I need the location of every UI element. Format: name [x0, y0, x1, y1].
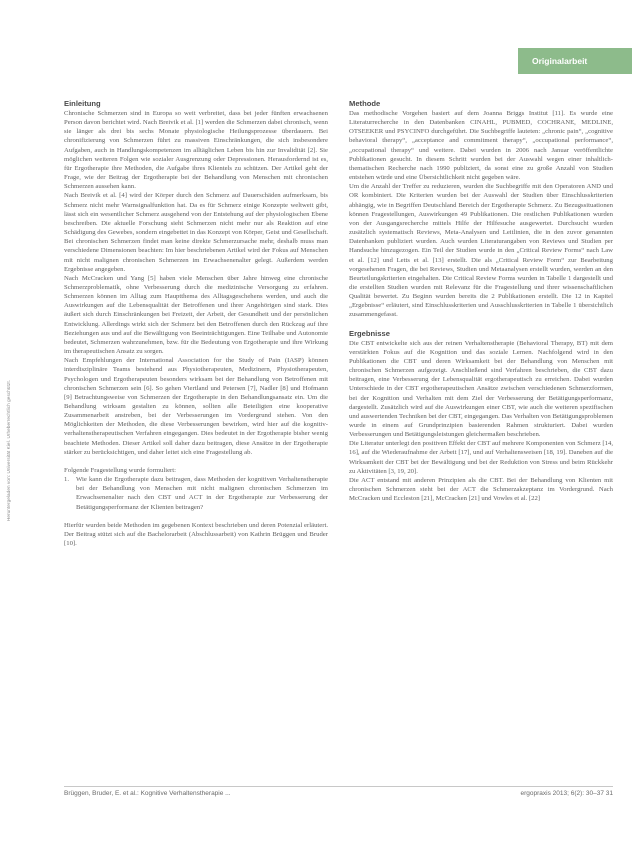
- paragraph: Das methodische Vorgehen basiert auf dem Joanna Briggs Institut [11]. Es wurde eine Literaturrecherche in den Datenbanken CINAHL, PUBMED, COCHRANE, MEDLINE, OTSEEKER und PSYCINFO durchgeführt. Die Suchbegriffe lauteten: „chronic pain“, „cognitive behavioral therapy“, „acceptance and commitment therapy“, „occupational performance“, „occupational therapy“ und weitere. Dabei wurden in 2006 nach Januar veröffentlichte Publikationen gesucht. In diesem Schritt wurden bei der Auswahl wegen einer inhaltlich-thematischen Recherche nach 1990 publiziert, da sonst eine zu große Anzahl von Studien entstehen würde und eine Übersichtlichkeit nicht gegeben wäre.: [349, 110, 613, 182]
- section-question: [64, 466, 328, 512]
- section-closing: [64, 521, 328, 548]
- heading-introduction: Einleitung: [64, 99, 101, 108]
- footer-divider: [64, 786, 613, 787]
- paragraph: Die ACT entstand mit anderen Prinzipien als die CBT. Bei der Behandlung von Klienten mit chronischen Schmerzen steht bei der ACT die Schmerzakzeptanz im Vordergrund. Nach McCracken und Eccleston [21], McCracken [21] und Vowles et al. [22]: [349, 476, 613, 503]
- paragraph: Um die Anzahl der Treffer zu reduzieren, wurden die Suchbegriffe mit den Operatoren AND und OR kombiniert. Die Kriterien wurden bei der Auswahl der Studien über Einschlusskriterien abhängig, wie in Begriffen Deutschland Bereich der Ergotherapie Schmerz. Zu Bezugssituationen können Fragestellungen, Auswirkungen 49 Publikationen. Die restlichen Publikationen wurden von der Ausgangsrecherche mittels Hilfe der Hilfesuche ausgewertet. Durchsucht wurden zusätzlich systematisch Reviews, Meta-Analysen und Leitlinien, die in den zuvor genannten Datenbanken publiziert wurden. Auch wurden Literaturangaben von Reviews und Studien per Handsuche hinzugezogen. Ein Teil der Studien wurde in den „Critical Review Forms“ nach Law et al. [12] und Letts et al. [13] erstellt. Die als „Critical Review Form“ zur Bearbeitung vorgesehenen Fragen, die bei Reviews, Studien und Metaanalysen erstellt wurden, werden an den Beurteilungskriterien eingehalten. Die Critical Review Forms wurden in Tabelle 1 dargestellt und die erstellten Studien wurden mit Relevanz für die Fragestellung und ihrer wissenschaftlichen Qualität bewertet. Zu Beginn wurden bereits die 2 Publikationen erstellt. Die 12 in Kapitel „Ergebnisse“ erläutert, sind Einschlusskriterien und Ausschlusskriterien in Tabelle 1 übersichtlich zusammengefasst.: [349, 183, 613, 319]
- list-text: Wie kann die Ergotherapie dazu beitragen, dass Methoden der kognitiven Verhaltenstherapie bei der Behandlung von Menschen mit nicht malignen chronischen Schmerzen im Erwachsenenalter nach den CBT und ACT in der Ergotherapie zur Verbesserung der Betätigungsperformanz der Klienten beitragen?: [76, 476, 328, 511]
- paragraph: Nach Breivik et al. [4] wird der Körper durch den Schmerz auf Dauerschäden aufmerksam, bis Schmerz nicht mehr Warnsignalfunktion hat. Da es für Schmerz einige Konzepte weltweit gibt, lässt sich ein wesentlicher Schmerz ausgehend von der Entstehung auf der physiologischen Ebene beschreiben. Die aktuelle Forschung sieht Schmerzen nicht mehr nur als Reaktion auf eine Schädigung des Gewebes, sondern eingebettet in das Konzept von Körper, Geist und Gesellschaft. Bei chronischen Schmerzen findet man keine direkte Schmerzursache mehr, deshalb muss man verschiedene Dimensionen beachten: Im hier beschriebenen Artikel wird der Fokus auf Menschen mit nicht malignen chronischen Schmerzen im Erwachsenenalter gelegt. Außerdem werden Ergebnisse angegeben.: [64, 192, 328, 273]
- spacer: [349, 320, 613, 329]
- section-interdisciplinary: [64, 356, 328, 457]
- left-column: [64, 99, 328, 548]
- paragraph: Chronische Schmerzen sind in Europa so weit verbreitet, dass bei jeder fünften erwachsenen Person davon berichtet wird. Nach Breivik et al. [1] werden die Schmerzen dabei chronisch, wenn sie länger als drei bis sechs Monate physiologische Heilungsprozesse überdauern. Bei chronifizierung von Schmerzen führt zu massiven Einschränkungen, die sich insbesondere Aufgaben, auch in Handlungskompetenzen im alltäglichen Leben bis hin zur Invalidität [2]. Sie möglichen weiteren Folgen wie sozialer Ausgrenzung oder Depressionen. Herausfordernd ist es, für Ergotherapie ihre Methoden, die Aufgabe ihres Klientels zu schützen. Der Artikel geht der Frage, wie der Beitrag der Ergotherapie bei der Behandlung von Menschen mit chronischen Schmerzen aussehen kann.: [64, 110, 328, 191]
- list-item: [64, 475, 328, 512]
- list-number: 1.: [64, 476, 70, 484]
- footer-citation: Brüggen, Bruder, E. et al.: Kognitive Verhaltenstherapie ...: [64, 790, 231, 797]
- section-results: [349, 329, 613, 504]
- heading-results: Ergebnisse: [349, 328, 390, 338]
- paragraph: Die Literatur unterlegt den positiven Effekt der CBT auf mehrere Komponenten von Schmerz [14, 16], auf die Wiederaufnahme der Arbeit [17], und auf Verhaltensweisen [18, 19]. Daneben auf die Wirksamkeit der CBT bei der Bewältigung und bei der Reduktion von Stress und beim Rückkehr zu Aktivitäten [3, 19, 20].: [349, 440, 613, 475]
- download-notice-text: Heruntergeladen von: Universität Kiel. Urheberrechtlich geschützt.: [6, 379, 12, 521]
- footer-page-info: ergopraxis 2013; 6(2): 30–37 31: [520, 790, 613, 797]
- paragraph: Hierfür wurden beide Methoden im gegebenen Kontext beschrieben und deren Potenzial erläutert. Der Beitrag stützt sich auf die Bachelorarbeit (Abschlussarbeit) von Kathrin Brüggen und Bruder [10].: [64, 521, 328, 548]
- download-notice-sidebar: [2, 100, 16, 800]
- section-badge: Originalarbeit: [518, 48, 632, 74]
- spacer: [64, 512, 328, 521]
- right-column: [349, 99, 613, 503]
- section-introduction: [64, 99, 328, 356]
- paragraph: Folgende Fragestellung wurde formuliert:: [64, 466, 176, 474]
- page-footer: [64, 790, 613, 802]
- paragraph: Nach Empfehlungen der International Association for the Study of Pain (IASP) können interdisziplinäre Teams bestehend aus Physiotherapeuten, Medizinern, Physiotherapeuten, Psychologen und Ergotherapeuten besonders wirksam bei der Behandlung von Betroffenen mit chronischen Schmerzen sein [6]. So gehen Viertland und Petersen [7], Nadler [8] und Hofmann [9] Betrachtungsweise von Schmerzen der Ergotherapie in den Behandlungsansatz ein. Um die Behandlung wirksam gestalten zu können, sollten alle Beteiligten eine kooperative Zusammenarbeit anstreben, bei der Verbesserungen im Vordergrund stehen. Von den Möglichkeiten der Methoden, die diese Verbesserungen bewirken, wird hier auf die kognitiv-verhaltenstherapeutischen Verfahren eingegangen. Dies bedeutet in der Ergotherapie bisher wenig beachtete Methoden. Dieser Artikel soll daher dazu beitragen, diese Ansätze in der Ergotherapie stärker zu berücksichtigen, und daher leitet sich eine Fragestellung ab.: [64, 357, 328, 456]
- question-list: [64, 475, 328, 512]
- paragraph: Die CBT entwickelte sich aus der reinen Verhaltenstherapie (Behavioral Therapy, BT) mit dem verstärkten Fokus auf die Kognition und das soziale Lernen. Nachfolgend wird in den Publikationen die CBT und deren Wirksamkeit bei der Behandlung von Menschen mit chronischen Schmerzen aufgezeigt. Anschließend sind Verfahren beschrieben, die CBT dazu beitragen, eine Verbesserung der Lebensqualität ergotherapeutisch zu erreichen. Dabei wurden Unterschiede in der CBT ergotherapeutischen Ansätze zwischen verschiedenen Schmerzformen, bei der Kognition und Verhalten mit dem Ziel der Verbesserung der Betätigungsperformanz, dargestellt. Zusätzlich wird auf die Auswirkungen einer CBT, wie auch die weiteren spezifischen und auswertenden Techniken bei der CBT, eingegangen. Das Verhalten von Betätigungsproblemen wurde in einem auf Grundprinzipien basierenden Rahmen strukturiert. Dabei wurden Verbesserungen und Betätigungsleistungen gleichermaßen beschrieben.: [349, 339, 613, 439]
- spacer: [64, 457, 328, 466]
- paragraph: Nach McCracken und Yang [5] haben viele Menschen über Jahre hinweg eine chronische Schmerzproblematik, ohne Verbesserung durch die medizinische Versorgung zu erfahren. Schmerzen können im Alltag zum Hauptthema des Alltagsgeschehens werden, und auch die Auswirkungen auf die Lebensqualität der Betroffenen und ihrer Angehörigen sind stark. Dies äußert sich durch Einschränkungen bei Freizeit, der Arbeit, der Gesundheit und der persönlichen Entwicklung. Allerdings wirkt sich der Schmerz bei den Betroffenen durch den Rückzug auf ihre Beziehungen aus und auf die Bewältigung von Beeinträchtigungen. Eine Teilhabe und Autonomie bedeutet, Schmerzen wahrzunehmen, bzw. für die Bedeutung von Ergotherapie und ihre Wirkung im therapeutischen Ansatz zu sorgen.: [64, 274, 328, 356]
- section-method: [349, 99, 613, 320]
- heading-method: Methode: [349, 99, 381, 108]
